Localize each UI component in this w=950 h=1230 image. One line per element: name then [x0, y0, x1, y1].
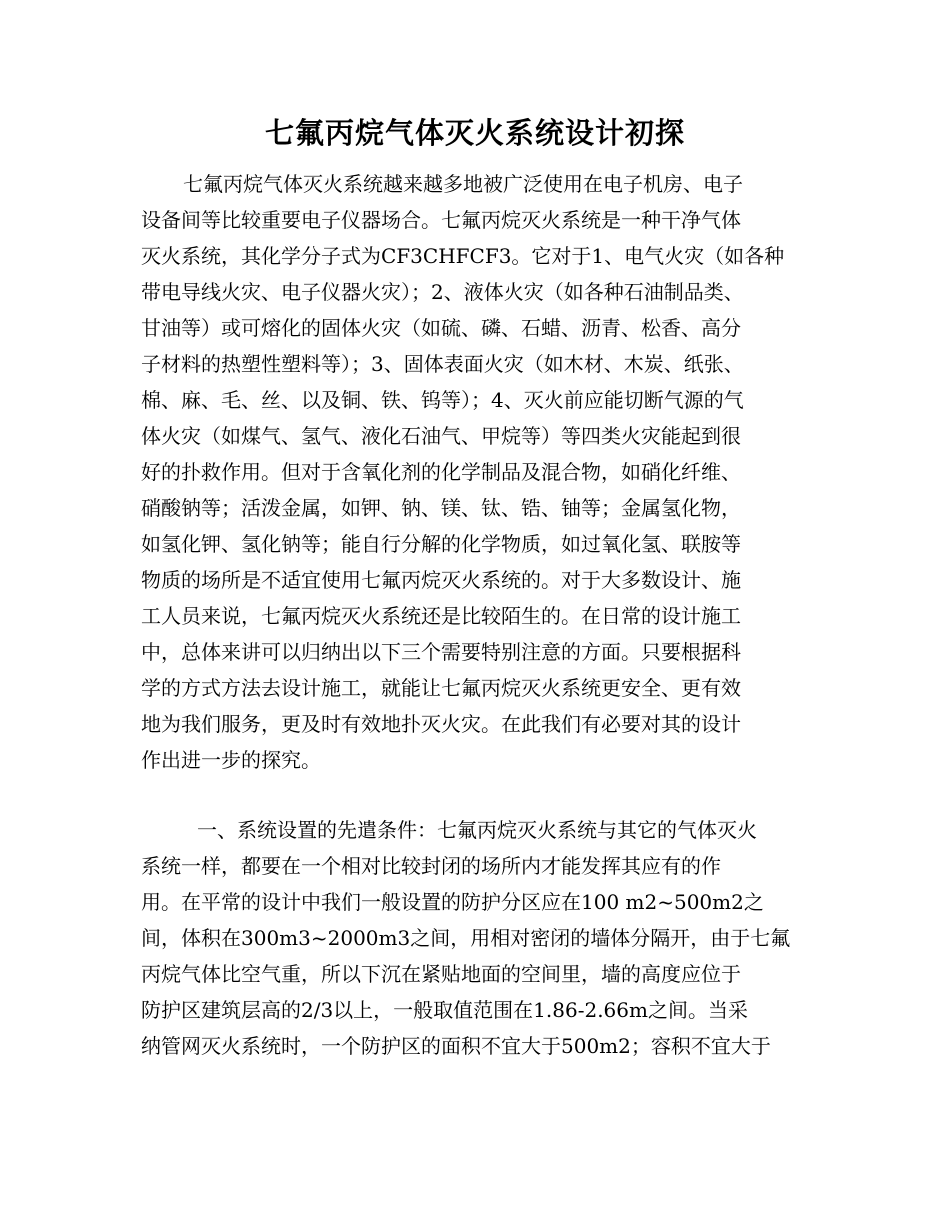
text-line: 如氢化钾、氢化钠等；能自行分解的化学物质，如过氧化氢、联胺等	[141, 532, 741, 556]
text-line: 七氟丙烷气体灭火系统越来越多地被广泛使用在电子机房、电子	[183, 172, 743, 196]
text-line: 一、系统设置的先遣条件：七氟丙烷灭火系统与其它的气体灭火	[197, 818, 757, 842]
text-line: 中，总体来讲可以归纳出以下三个需要特别注意的方面。只要根据科	[141, 640, 741, 664]
text-line: 系统一样，都要在一个相对比较封闭的场所内才能发挥其应有的作	[141, 854, 721, 878]
text-line: 防护区建筑层高的2/3以上，一般取值范围在1.86-2.66m之间。当采	[141, 998, 748, 1022]
text-line: 甘油等）或可熔化的固体火灾（如硫、磷、石蜡、沥青、松香、高分	[141, 316, 741, 340]
text-line: 好的扑救作用。但对于含氧化剂的化学制品及混合物，如硝化纤维、	[141, 460, 741, 484]
text-line: 物质的场所是不适宜使用七氟丙烷灭火系统的。对于大多数设计、施	[141, 568, 741, 592]
text-line: 纳管网灭火系统时，一个防护区的面积不宜大于500m2；容积不宜大于	[141, 1034, 771, 1058]
text-line: 作出进一步的探究。	[141, 748, 321, 772]
text-line: 工人员来说，七氟丙烷灭火系统还是比较陌生的。在日常的设计施工	[141, 604, 741, 628]
text-line: 子材料的热塑性塑料等）；3、固体表面火灾（如木材、木炭、纸张、	[141, 352, 744, 376]
text-line: 学的方式方法去设计施工，就能让七氟丙烷灭火系统更安全、更有效	[141, 676, 741, 700]
text-line: 灭火系统，其化学分子式为CF3CHFCF3。它对于1、电气火灾（如各种	[141, 244, 785, 268]
paragraph-intro	[141, 166, 811, 778]
text-line: 带电导线火灾、电子仪器火灾）；2、液体火灾（如各种石油制品类、	[141, 280, 744, 304]
text-line: 地为我们服务，更及时有效地扑灭火灾。在此我们有必要对其的设计	[141, 712, 741, 736]
document-title: 七氟丙烷气体灭火系统设计初探	[264, 116, 685, 150]
text-line: 硝酸钠等；活泼金属，如钾、钠、镁、钛、锆、铀等；金属氢化物，	[141, 496, 741, 520]
text-line: 设备间等比较重要电子仪器场合。七氟丙烷灭火系统是一种干净气体	[141, 208, 741, 232]
paragraph-section-one	[141, 812, 811, 1064]
text-line: 间，体积在300m3~2000m3之间，用相对密闭的墙体分隔开，由于七氟	[141, 926, 791, 950]
text-line: 体火灾（如煤气、氢气、液化石油气、甲烷等）等四类火灾能起到很	[141, 424, 741, 448]
text-line: 棉、麻、毛、丝、以及铜、铁、钨等）；4、灭火前应能切断气源的气	[141, 388, 744, 412]
text-line: 丙烷气体比空气重，所以下沉在紧贴地面的空间里，墙的高度应位于	[141, 962, 741, 986]
text-line: 用。在平常的设计中我们一般设置的防护分区应在100 m2~500m2之	[141, 890, 764, 914]
